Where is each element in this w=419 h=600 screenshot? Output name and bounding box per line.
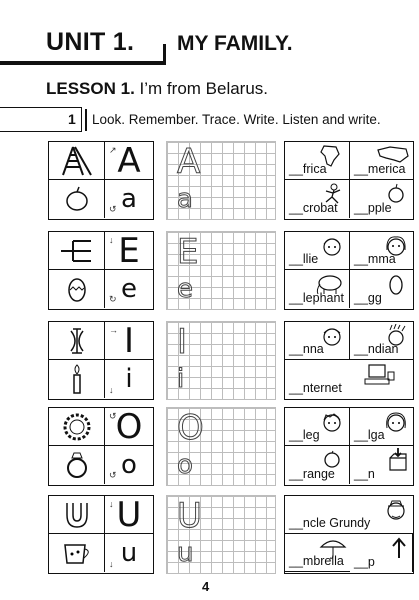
word-blank[interactable]: __p: [354, 555, 375, 569]
uppercase-letter-cell: [105, 142, 153, 180]
man-face-icon: [376, 498, 410, 527]
lowercase-letter-cell: [105, 180, 153, 218]
word-cell: [350, 322, 413, 360]
uppercase-letter: I: [123, 320, 135, 361]
trace-uppercase: A: [177, 142, 201, 182]
trace-uppercase: O: [177, 408, 204, 448]
unit-subtitle: MY FAMILY.: [177, 32, 293, 55]
word-cell: [285, 322, 350, 360]
horseshoe-icon: [49, 496, 105, 534]
word-blank[interactable]: __llie: [289, 252, 319, 266]
letter-table-i: [48, 321, 154, 400]
stroke-order-arrow-icon: ↓: [109, 499, 114, 509]
cup-icon: [49, 534, 105, 572]
lowercase-letter: e: [121, 274, 137, 304]
lowercase-letter-cell: [105, 270, 153, 308]
word-table-o: [284, 407, 414, 486]
lowercase-letter-cell: [105, 446, 153, 484]
uppercase-letter-cell: [105, 408, 153, 446]
word-blank[interactable]: __nternet: [289, 381, 342, 395]
word-cell: [350, 142, 413, 180]
egg-icon: [49, 270, 105, 308]
stroke-order-arrow-icon: ↺: [109, 470, 117, 480]
task-instruction: Look. Remember. Trace. Write. Listen and write.: [92, 112, 381, 127]
word-blank[interactable]: __lephant: [289, 291, 344, 305]
word-table-a: [284, 141, 414, 220]
lowercase-letter: o: [121, 450, 137, 480]
lesson-text: I’m from Belarus.: [139, 79, 269, 98]
word-blank[interactable]: __gg: [354, 291, 382, 305]
word-cell: [350, 408, 413, 446]
arrow-up-icon: [375, 536, 409, 565]
word-blank[interactable]: __merica: [354, 162, 406, 176]
candle-icon: [49, 360, 105, 398]
unit-divider: [163, 44, 166, 65]
uppercase-letter-cell: [105, 322, 153, 360]
word-cell: [350, 534, 413, 572]
uppercase-letter-cell: [105, 496, 153, 534]
word-cell: [350, 232, 413, 270]
trace-lowercase: a: [177, 184, 193, 214]
task-divider: [85, 109, 87, 131]
stroke-order-arrow-icon: ↓: [109, 559, 114, 569]
ring-icon: [49, 446, 105, 484]
trace-grid-u[interactable]: [166, 495, 276, 574]
computer-icon: [355, 362, 405, 391]
word-cell: [285, 534, 350, 572]
word-cell-wide: [285, 360, 413, 398]
trace-lowercase: e: [177, 274, 193, 304]
word-blank[interactable]: __range: [289, 467, 335, 481]
word-table-u: [284, 495, 414, 574]
word-cell: [350, 446, 413, 484]
word-cell-wide: [285, 496, 413, 534]
word-blank[interactable]: __lga: [354, 428, 385, 442]
lowercase-letter: a: [121, 184, 137, 214]
uppercase-letter-cell: [105, 232, 153, 270]
lesson-heading: [46, 79, 268, 99]
word-cell: [285, 408, 350, 446]
task-number: 1: [68, 111, 76, 127]
uppercase-letter: A: [117, 140, 141, 181]
word-cell: [285, 232, 350, 270]
word-blank[interactable]: __pple: [354, 201, 392, 215]
word-blank[interactable]: __frica: [289, 162, 327, 176]
trace-uppercase: U: [177, 496, 202, 536]
uppercase-letter: U: [116, 494, 142, 535]
word-blank[interactable]: __ndian: [354, 342, 399, 356]
unit-underline: [0, 61, 163, 65]
uppercase-letter: O: [115, 406, 143, 447]
trace-grid-o[interactable]: [166, 407, 276, 486]
lowercase-letter-cell: [105, 360, 153, 398]
lowercase-letter: u: [120, 538, 138, 568]
trace-lowercase: i: [177, 364, 185, 394]
word-blank[interactable]: __mma: [354, 252, 396, 266]
stroke-order-arrow-icon: →: [109, 325, 118, 335]
word-blank[interactable]: __leg: [289, 428, 320, 442]
apple-icon: [49, 180, 105, 218]
trace-grid-i[interactable]: [166, 321, 276, 400]
wreath-icon: [49, 408, 105, 446]
box-arrow-icon: [376, 448, 410, 477]
stroke-order-arrow-icon: ↓: [109, 235, 114, 245]
letter-table-u: [48, 495, 154, 574]
stroke-order-arrow-icon: ↺: [109, 204, 117, 214]
uppercase-letter: E: [118, 230, 140, 271]
word-cell: [285, 270, 350, 308]
trace-grid-a[interactable]: [166, 141, 276, 220]
word-table-i: [284, 321, 414, 400]
word-cell: [285, 446, 350, 484]
word-cell: [285, 142, 350, 180]
trace-lowercase: o: [177, 450, 193, 480]
lesson-label: LESSON 1.: [46, 79, 135, 98]
fork-icon: [49, 232, 105, 270]
word-blank[interactable]: __crobat: [289, 201, 338, 215]
ladder-icon: [49, 142, 105, 180]
word-table-e: [284, 231, 414, 310]
stroke-order-arrow-icon: ↻: [109, 294, 117, 304]
trace-uppercase: E: [177, 232, 199, 272]
unit-title: UNIT 1.: [46, 28, 135, 56]
word-cell: [350, 180, 413, 218]
letter-table-e: [48, 231, 154, 310]
word-blank[interactable]: __mbrella: [289, 554, 344, 568]
page-number: 4: [202, 579, 210, 594]
lowercase-letter-cell: [105, 534, 153, 572]
word-cell: [350, 270, 413, 308]
stroke-order-arrow-icon: ↗: [109, 145, 117, 155]
letter-table-o: [48, 407, 154, 486]
stroke-order-arrow-icon: ↺: [109, 411, 117, 421]
apple-core-icon: [49, 322, 105, 360]
word-blank[interactable]: __ncle Grundy: [289, 516, 371, 530]
letter-table-a: [48, 141, 154, 220]
word-blank[interactable]: __n: [354, 467, 375, 481]
word-blank[interactable]: __nna: [289, 342, 324, 356]
lowercase-letter: i: [125, 364, 133, 394]
stroke-order-arrow-icon: ↓: [109, 385, 114, 395]
trace-lowercase: u: [177, 538, 194, 568]
word-cell: [285, 180, 350, 218]
trace-grid-e[interactable]: [166, 231, 276, 310]
trace-uppercase: I: [177, 322, 188, 362]
